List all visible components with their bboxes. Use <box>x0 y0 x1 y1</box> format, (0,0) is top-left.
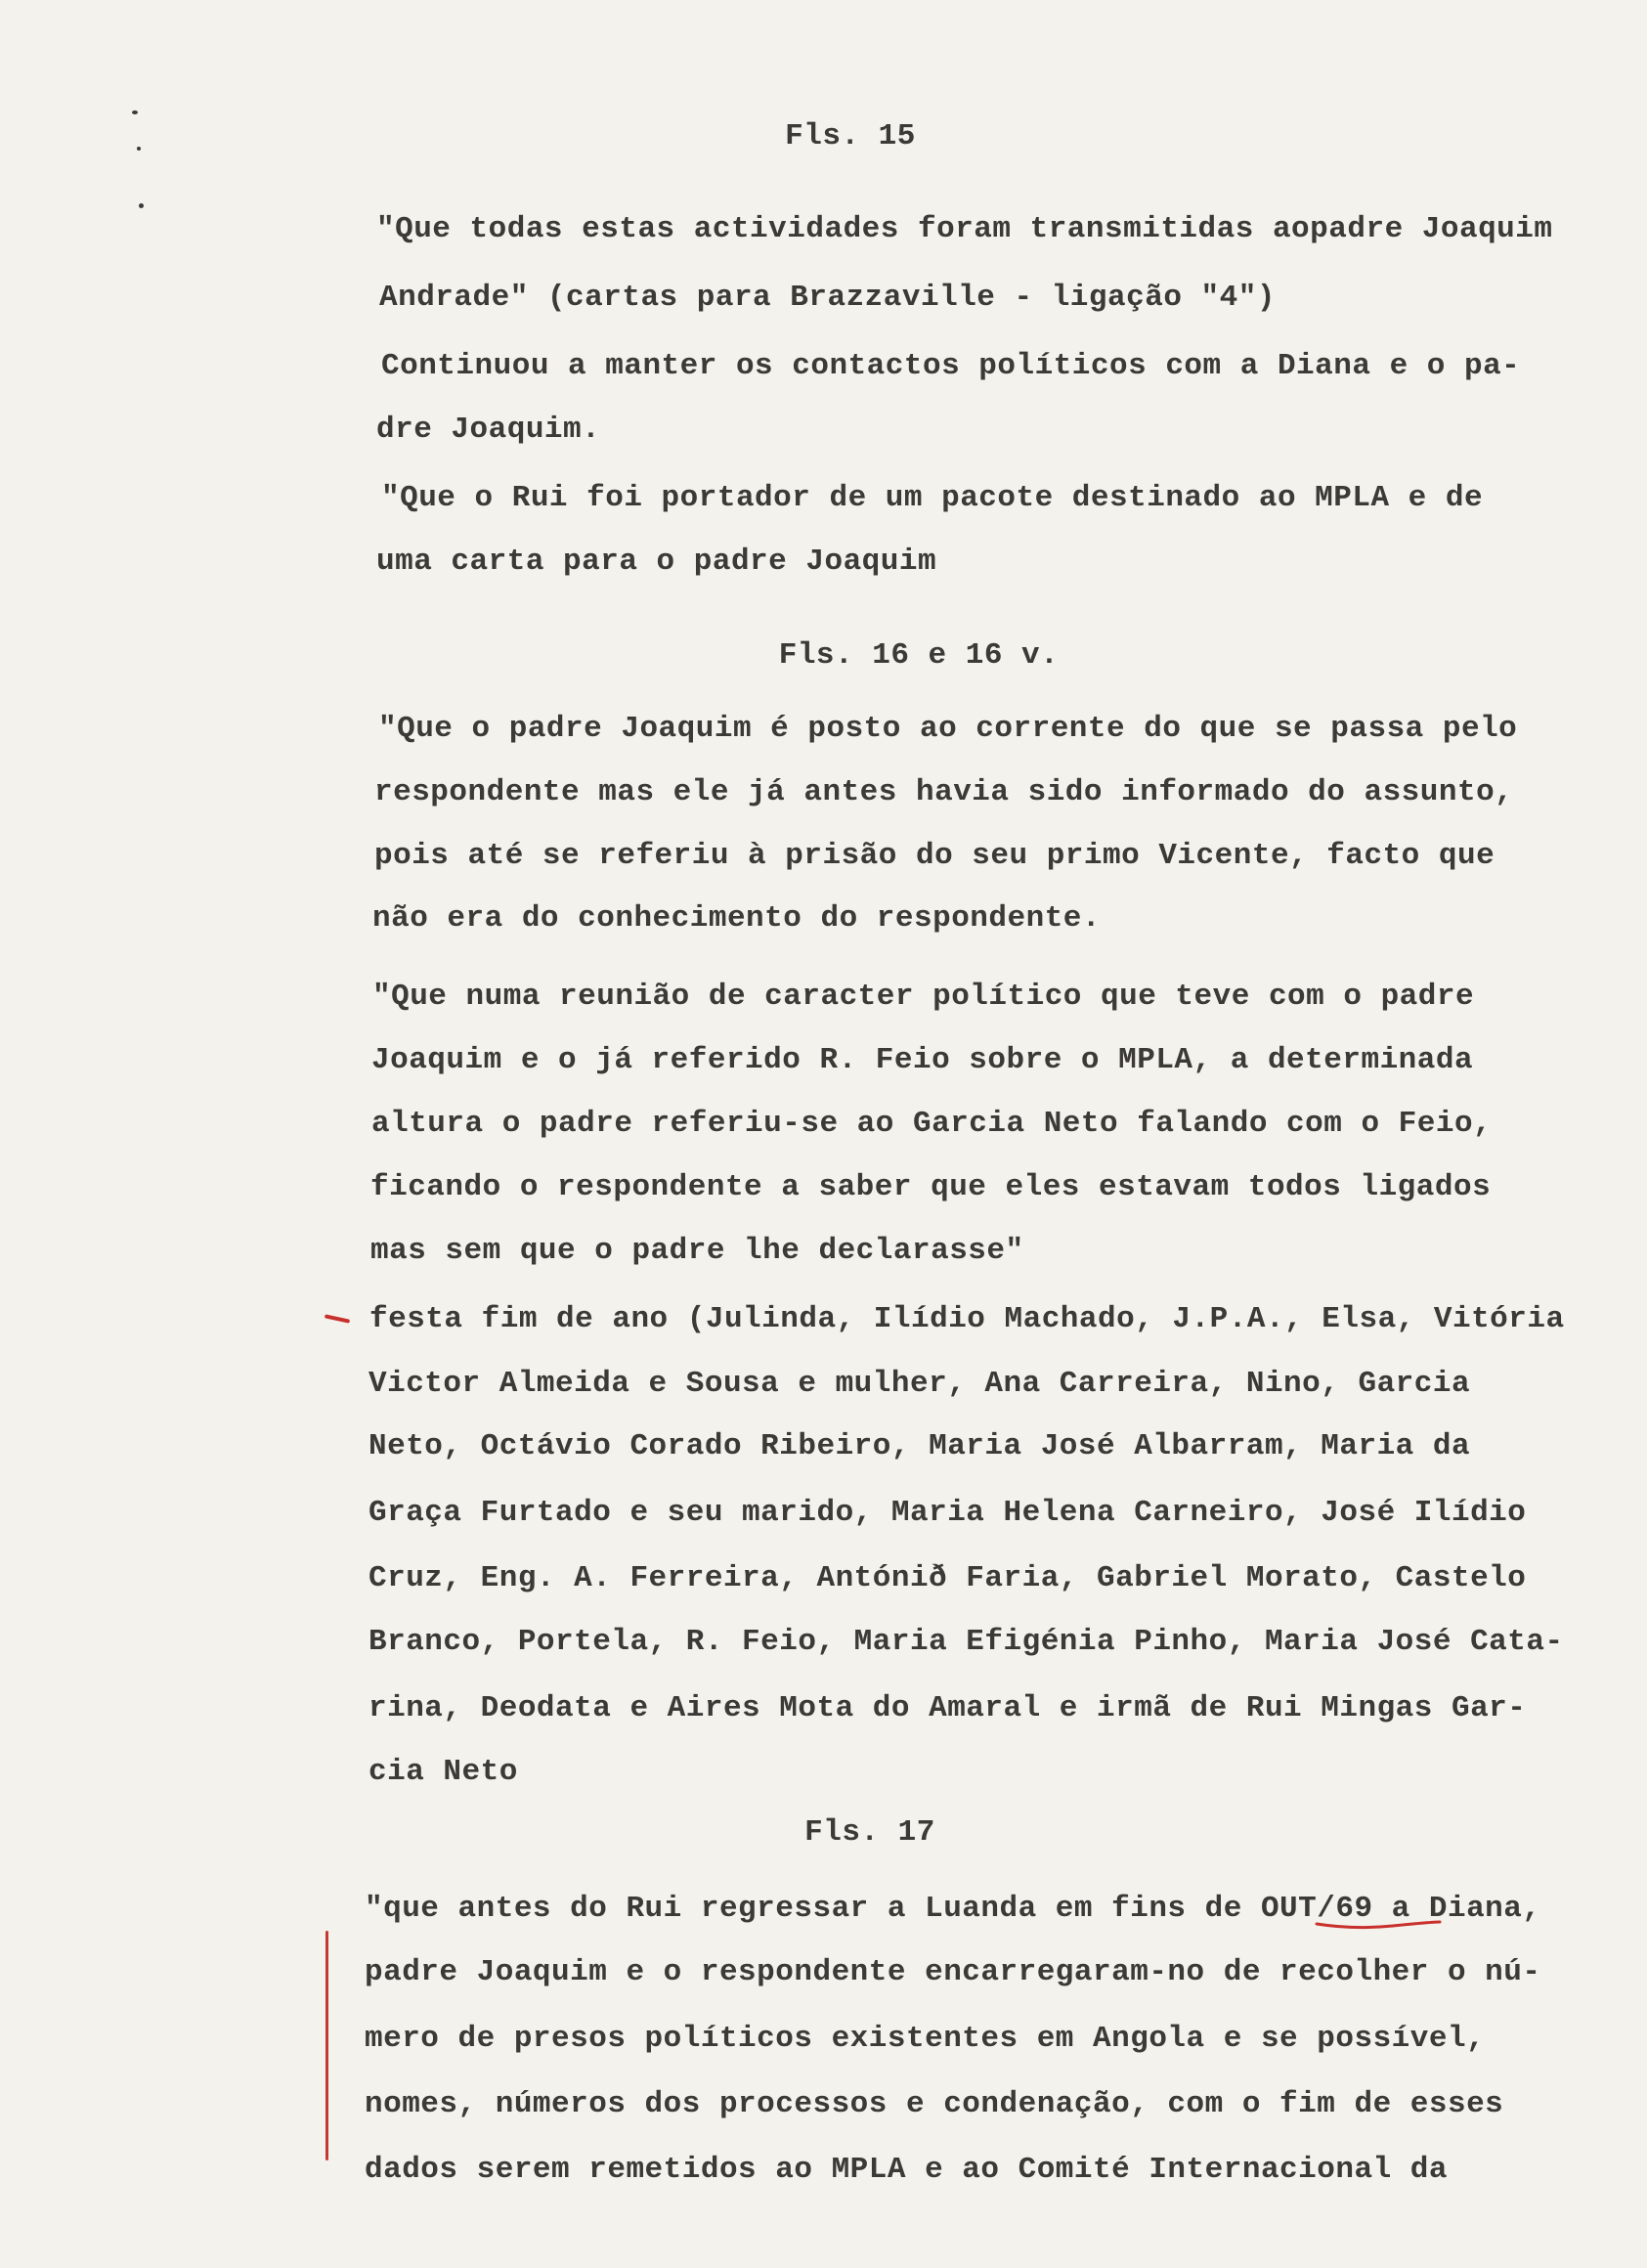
text-line: pois até se referiu à prisão do seu primo Vicente, facto que <box>374 839 1495 873</box>
text-line: "Que o padre Joaquim é posto ao corrente do que se passa pelo <box>378 712 1518 746</box>
text-line: mas sem que o padre lhe declarasse" <box>370 1234 1024 1268</box>
text-line: nomes, números dos processos e condenação, com o fim de esses <box>365 2087 1504 2121</box>
folio-heading-16: Fls. 16 e 16 v. <box>778 638 1060 673</box>
text-line: "que antes do Rui regressar a Luanda em fins de OUT/69 a Diana, <box>365 1892 1541 1926</box>
text-line: Joaquim e o já referido R. Feio sobre o MPLA, a determinada <box>371 1043 1474 1077</box>
text-line: não era do conhecimento do respondente. <box>372 901 1102 936</box>
text-line: mero de presos políticos existentes em Angola e se possível, <box>365 2022 1486 2056</box>
text-line: Cruz, Eng. A. Ferreira, Antónið Faria, Gabriel Morato, Castelo <box>368 1561 1527 1595</box>
text-line: altura o padre referiu-se ao Garcia Neto falando com o Feio, <box>371 1107 1493 1141</box>
red-margin-bar <box>325 1931 328 2160</box>
text-line: padre Joaquim e o respondente encarregaram-no de recolher o nú- <box>365 1955 1541 1989</box>
margin-speck <box>137 147 141 151</box>
margin-speck <box>132 110 138 114</box>
text-line: "Que todas estas actividades foram transmitidas aopadre Joaquim <box>376 212 1553 246</box>
text-line: Andrade" (cartas para Brazzaville - ligação "4") <box>379 281 1276 315</box>
text-line: dre Joaquim. <box>376 413 601 447</box>
folio-heading-15: Fls. 15 <box>785 119 916 153</box>
text-line: Branco, Portela, R. Feio, Maria Efigénia Pinho, Maria José Cata- <box>368 1625 1564 1659</box>
text-line: Victor Almeida e Sousa e mulher, Ana Carreira, Nino, Garcia <box>368 1367 1471 1401</box>
text-line: Graça Furtado e seu marido, Maria Helena Carneiro, José Ilídio <box>368 1496 1527 1530</box>
text-line: "Que o Rui foi portador de um pacote destinado ao MPLA e de <box>381 481 1484 515</box>
text-line: ficando o respondente a saber que eles estavam todos ligados <box>370 1170 1492 1204</box>
text-line: respondente mas ele já antes havia sido informado do assunto, <box>374 775 1514 809</box>
text-line: festa fim de ano (Julinda, Ilídio Machado, J.P.A., Elsa, Vitória <box>369 1302 1565 1336</box>
text-line: rina, Deodata e Aires Mota do Amaral e irmã de Rui Mingas Gar- <box>368 1691 1527 1725</box>
text-line: cia Neto <box>368 1755 518 1789</box>
text-line: Continuou a manter os contactos políticos com a Diana e o pa- <box>381 349 1521 383</box>
text-line: "Que numa reunião de caracter político que teve com o padre <box>372 980 1475 1014</box>
text-line: uma carta para o padre Joaquim <box>376 545 937 579</box>
red-margin-mark <box>325 1314 350 1323</box>
text-line: Neto, Octávio Corado Ribeiro, Maria José Albarram, Maria da <box>368 1429 1471 1463</box>
folio-heading-17: Fls. 17 <box>804 1815 935 1850</box>
text-line: dados serem remetidos ao MPLA e ao Comité Internacional da <box>365 2153 1448 2187</box>
red-underline <box>1315 1918 1444 1932</box>
margin-speck <box>139 203 144 208</box>
